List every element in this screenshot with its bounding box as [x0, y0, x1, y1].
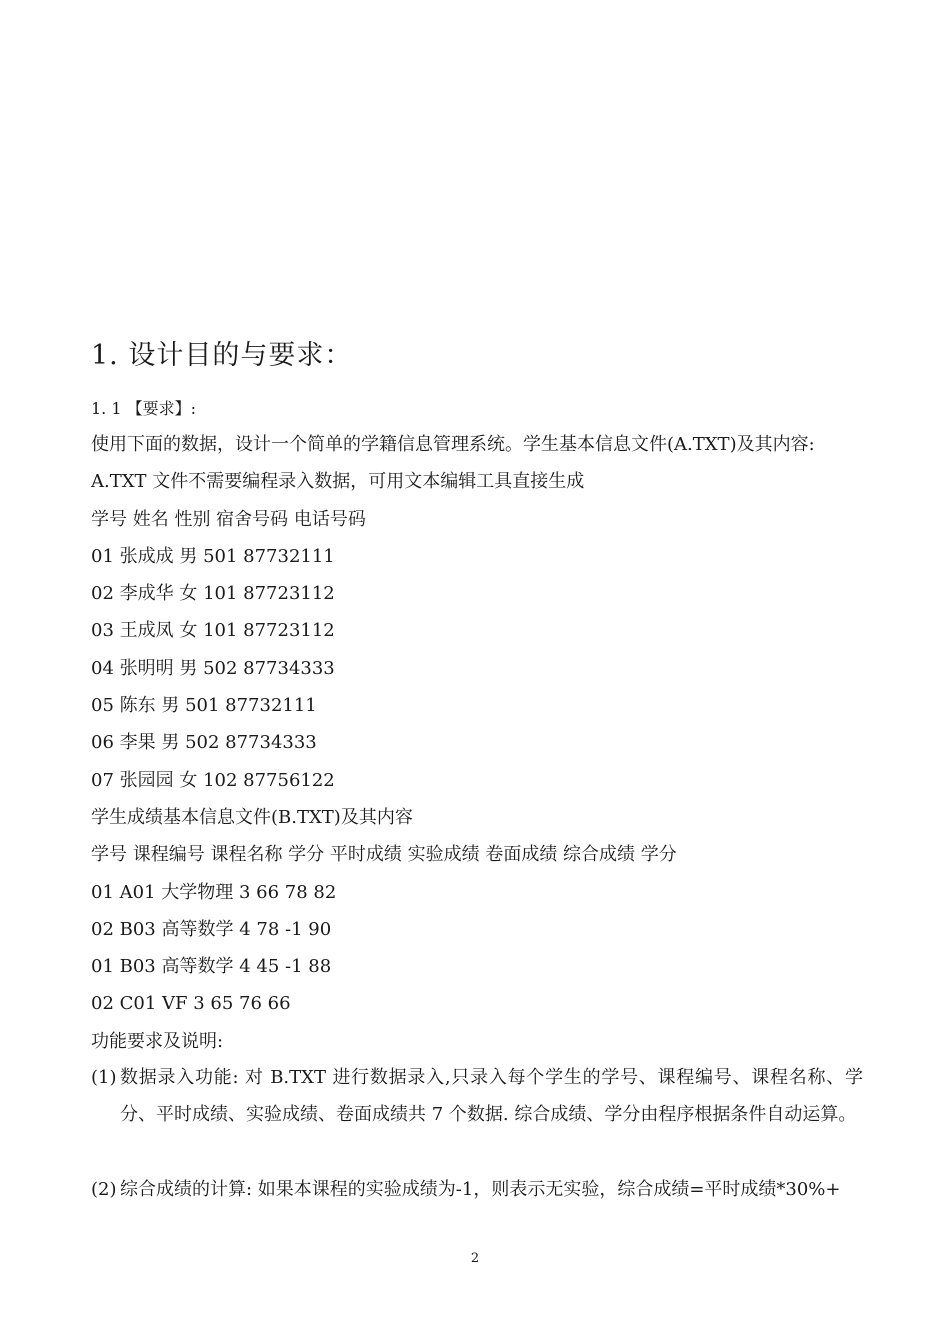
scores-file-title: 学生成绩基本信息文件(B.TXT)及其内容	[91, 806, 413, 828]
student-record: 07 张园园 女 102 87756122	[91, 769, 335, 791]
requirement-item	[91, 1171, 863, 1208]
student-record: 03 王成凤 女 101 87723112	[91, 620, 335, 642]
item-text: 数据录入功能: 对 B.TXT 进行数据录入,只录入每个学生的学号、课程编号、课程名称、学分、平时成绩、实验成绩、卷面成绩共 7 个数据. 综合成绩、学分由程序根据条件自动运算。	[120, 1067, 863, 1126]
note-paragraph: A.TXT 文件不需要编程录入数据，可用文本编辑工具直接生成	[91, 471, 585, 493]
score-record: 01 B03 高等数学 4 45 -1 88	[91, 956, 332, 978]
score-record: 02 C01 VF 3 65 76 66	[91, 993, 291, 1015]
student-record: 02 李成华 女 101 87723112	[91, 583, 335, 605]
section-heading: 1. 设计目的与要求：	[91, 340, 353, 371]
subsection-heading: 1. 1 【要求】:	[91, 399, 197, 418]
score-record: 02 B03 高等数学 4 78 -1 90	[91, 918, 332, 940]
scores-table-header: 学号 课程编号 课程名称 学分 平时成绩 实验成绩 卷面成绩 综合成绩 学分	[91, 844, 677, 866]
student-table-header: 学号 姓名 性别 宿舍号码 电话号码	[91, 508, 366, 530]
body-text	[91, 430, 866, 1064]
item-number: (2)	[91, 1179, 117, 1200]
student-record: 05 陈东 男 501 87732111	[91, 695, 317, 717]
page-number: 2	[470, 1251, 480, 1266]
student-record: 04 张明明 男 502 87734333	[91, 657, 335, 679]
student-record: 06 李果 男 502 87734333	[91, 732, 317, 754]
intro-paragraph: 使用下面的数据，设计一个简单的学籍信息管理系统。学生基本信息文件(A.TXT)及其内容:	[91, 434, 815, 455]
score-record: 01 A01 大学物理 3 66 78 82	[91, 881, 337, 903]
item-text: 综合成绩的计算: 如果本课程的实验成绩为-1，则表示无实验，综合成绩=平时成绩*30%+	[120, 1179, 841, 1200]
item-number: (1)	[91, 1067, 117, 1088]
student-record: 01 张成成 男 501 87732111	[91, 545, 335, 567]
requirement-item	[91, 1059, 863, 1134]
requirements-title: 功能要求及说明:	[91, 1030, 224, 1052]
